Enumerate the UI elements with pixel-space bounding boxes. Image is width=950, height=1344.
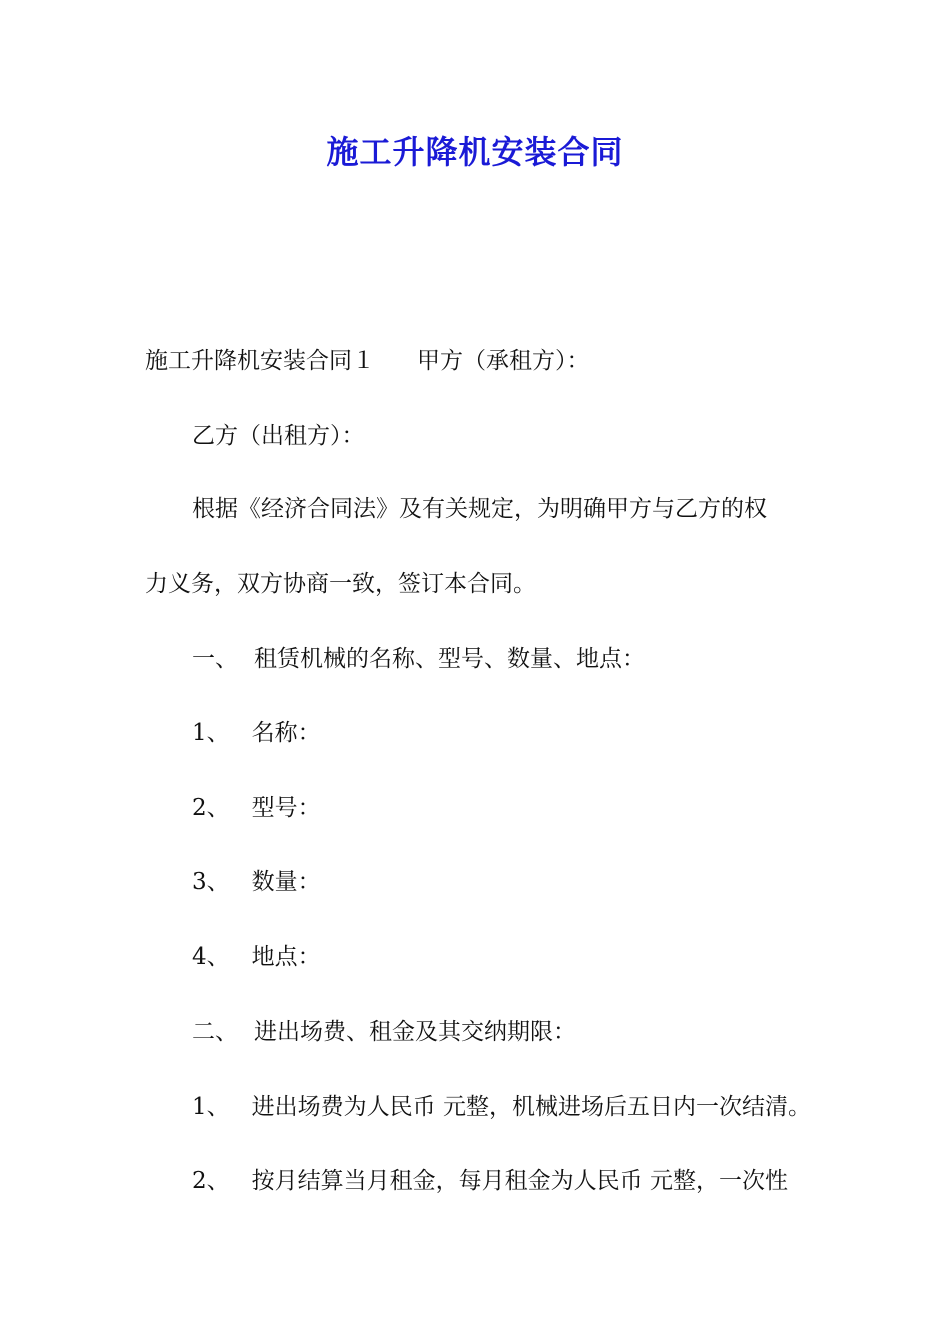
party-b-line (192, 419, 365, 453)
party-b-label: 乙方（出租方）： (192, 423, 365, 449)
party-a-label: 甲方（承租方）： (417, 348, 590, 374)
item-3-number: 3、 (192, 869, 230, 895)
item-1-number: 1、 (192, 720, 230, 746)
fee-clause-number: 1、 (192, 1094, 230, 1120)
item-model-line (192, 791, 321, 825)
preamble-line-1 (192, 492, 767, 526)
contract-heading-line (145, 344, 590, 378)
rent-clause-text: 按月结算当月租金，每月租金为人民币 元整，一次性 (251, 1168, 788, 1194)
section-1-number: 一、 (192, 646, 238, 672)
item-4-text: 地点： (251, 944, 321, 970)
preamble-text-2: 力义务，双方协商一致，签订本合同。 (145, 571, 536, 597)
section-1-title: 租赁机械的名称、型号、数量、地点： (254, 646, 645, 672)
preamble-line-2 (145, 567, 536, 601)
rent-clause-number: 2、 (192, 1168, 230, 1194)
item-quantity-line (192, 865, 321, 899)
section-2-heading (192, 1015, 576, 1049)
item-1-text: 名称： (251, 720, 321, 746)
item-3-text: 数量： (251, 869, 321, 895)
item-2-text: 型号： (251, 795, 321, 821)
contract-subheading: 施工升降机安装合同１ (145, 348, 375, 374)
rent-clause-line (192, 1164, 788, 1198)
fee-clause-text: 进出场费为人民币 元整，机械进场后五日内一次结清。 (251, 1094, 811, 1120)
item-2-number: 2、 (192, 795, 230, 821)
item-4-number: 4、 (192, 944, 230, 970)
item-name-line (192, 716, 321, 750)
preamble-text-1: 根据《经济合同法》及有关规定，为明确甲方与乙方的权 (192, 496, 767, 522)
fee-clause-line (192, 1090, 811, 1124)
document-title: 施工升降机安装合同 (326, 133, 624, 171)
section-2-number: 二、 (192, 1019, 238, 1045)
section-1-heading (192, 642, 645, 676)
section-2-title: 进出场费、租金及其交纳期限： (254, 1019, 576, 1045)
item-location-line (192, 940, 321, 974)
